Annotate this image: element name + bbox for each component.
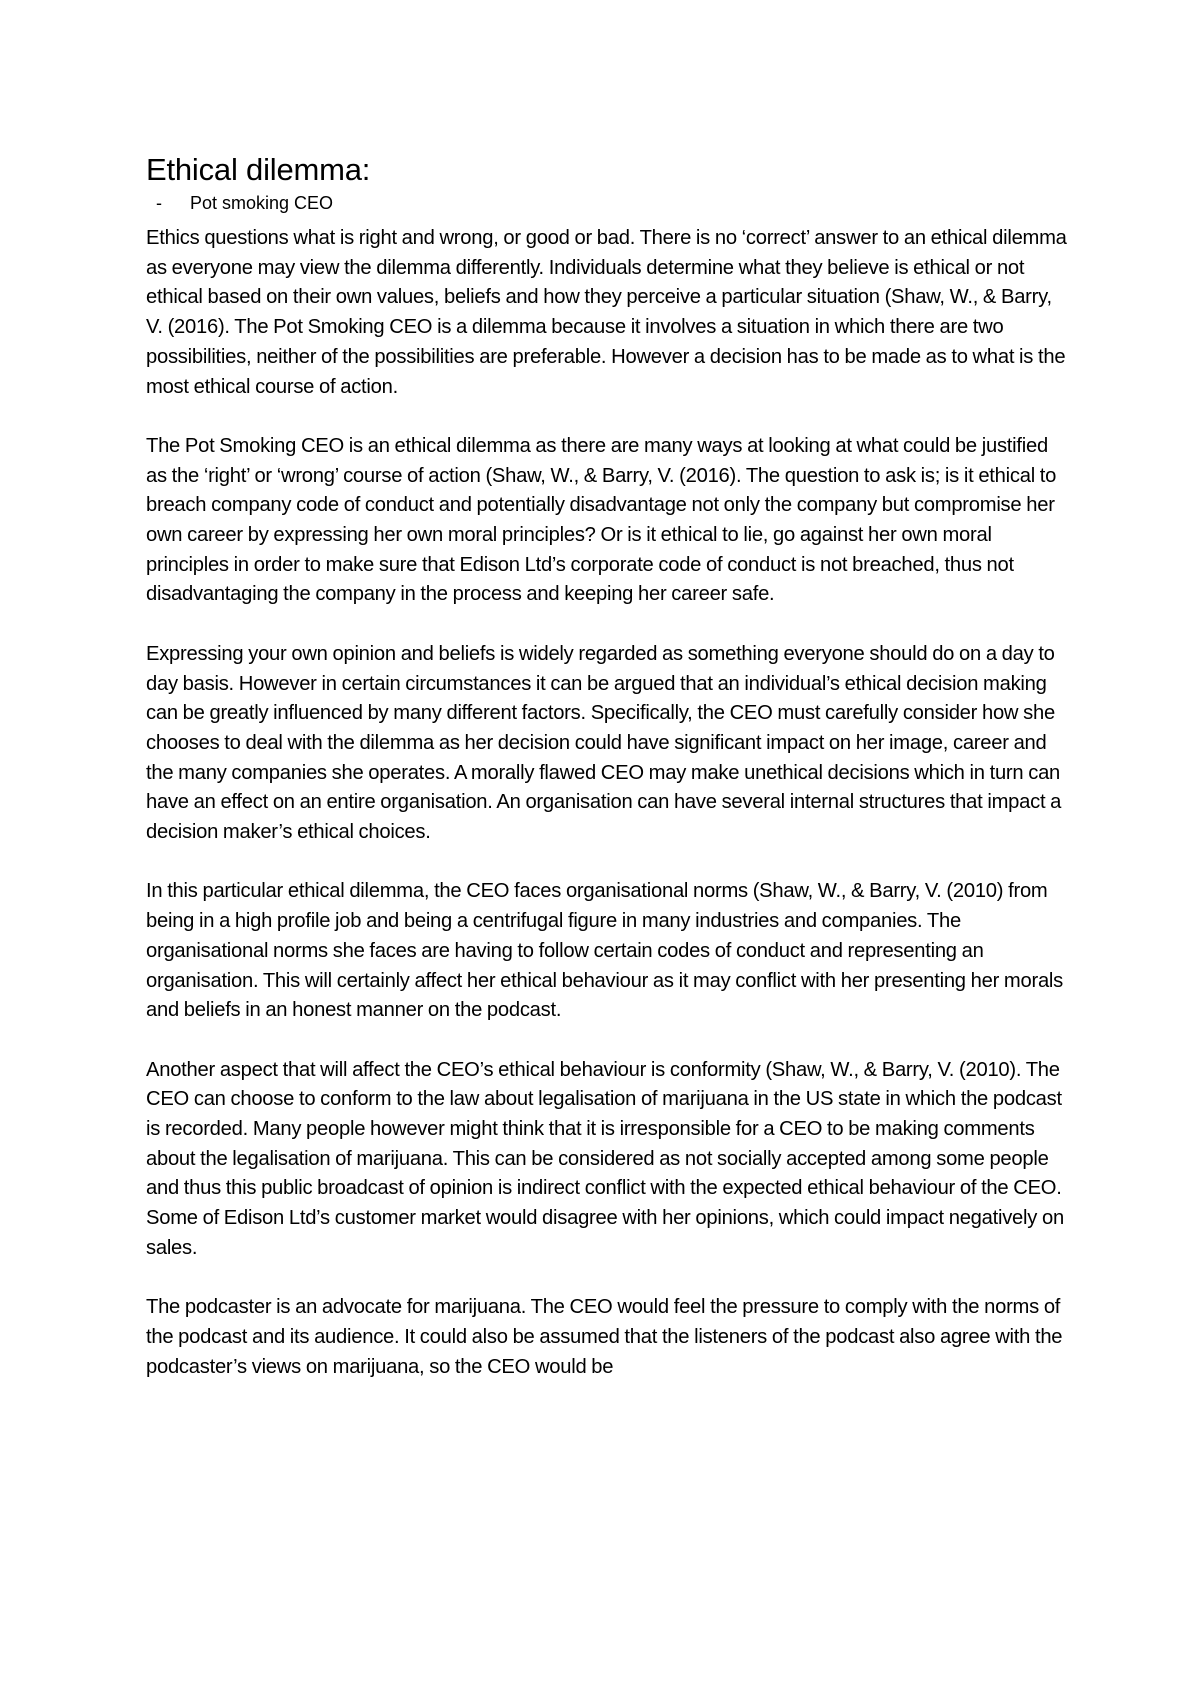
paragraph-4: In this particular ethical dilemma, the CEO faces organisational norms (Shaw, W., & Barry, V. (2010) from being in a high profile job and being a centrifugal figure in many industries and companies. The organisational norms she faces are having to follow certain codes of conduct and representing an organisation. This will certainly affect her ethical behaviour as it may conflict with her presenting her morals and beliefs in an honest manner on the podcast. <box>146 880 1064 1022</box>
paragraph-5: Another aspect that will affect the CEO’s ethical behaviour is conformity (Shaw, W., & Barry, V. (2010). The CEO can choose to conform to the law about legalisation of marijuana in the US state in which the podcast is recorded. Many people however might think that it is irresponsible for a CEO to be making comments about the legalisation of marijuana. This can be considered as not socially accepted among some people and thus this public broadcast of opinion is indirect conflict with the expected ethical behaviour of the CEO. Some of Edison Ltd’s customer market would disagree with her opinions, which could impact negatively on sales. <box>146 1058 1064 1259</box>
paragraph-6: The podcaster is an advocate for marijuana. The CEO would feel the pressure to comply with the norms of the podcast and its audience. It could also be assumed that the listeners of the podcast also agree with the podcaster’s views on marijuana, so the CEO would be <box>146 1296 1063 1378</box>
paragraph-2: The Pot Smoking CEO is an ethical dilemma as there are many ways at looking at what could be justified as the ‘right’ or ‘wrong’ course of action (Shaw, W., & Barry, V. (2016). The question to ask is; is it ethical to breach company code of conduct and potentially disadvantage not only the company but compromise her own career by expressing her own moral principles? Or is it ethical to lie, go against her own moral principles in order to make sure that Edison Ltd’s corporate code of conduct is not breached, thus not disadvantaging the company in the process and keeping her career safe. <box>146 434 1057 606</box>
subtitle-list <box>146 190 1068 216</box>
document-title: Ethical dilemma: <box>146 152 371 187</box>
paragraph-3: Expressing your own opinion and beliefs is widely regarded as something everyone should do on a day to day basis. However in certain circumstances it can be argued that an individual’s ethical decision making can be greatly influenced by many different factors. Specifically, the CEO must carefully consider how she chooses to deal with the dilemma as her decision could have significant impact on her image, career and the many companies she operates. A morally flawed CEO may make unethical decisions which in turn can have an effect on an entire organisation. An organisation can have several internal structures that impact a decision maker’s ethical choices. <box>146 642 1062 844</box>
subtitle-text: Pot smoking CEO <box>190 193 334 213</box>
paragraph-1: Ethics questions what is right and wrong, or good or bad. There is no ‘correct’ answer to an ethical dilemma as everyone may view the dilemma differently. Individuals determine what they believe is ethical or not ethical based on their own values, beliefs and how they perceive a particular situation (Shaw, W., & Barry, V. (2016). The Pot Smoking CEO is a dilemma because it involves a situation in which there are two possibilities, neither of the possibilities are preferable. However a decision has to be made as to what is the most ethical course of action. <box>146 227 1067 398</box>
list-marker: - <box>156 193 162 213</box>
subtitle-list-item <box>146 190 1068 216</box>
document-body <box>146 150 1068 1382</box>
